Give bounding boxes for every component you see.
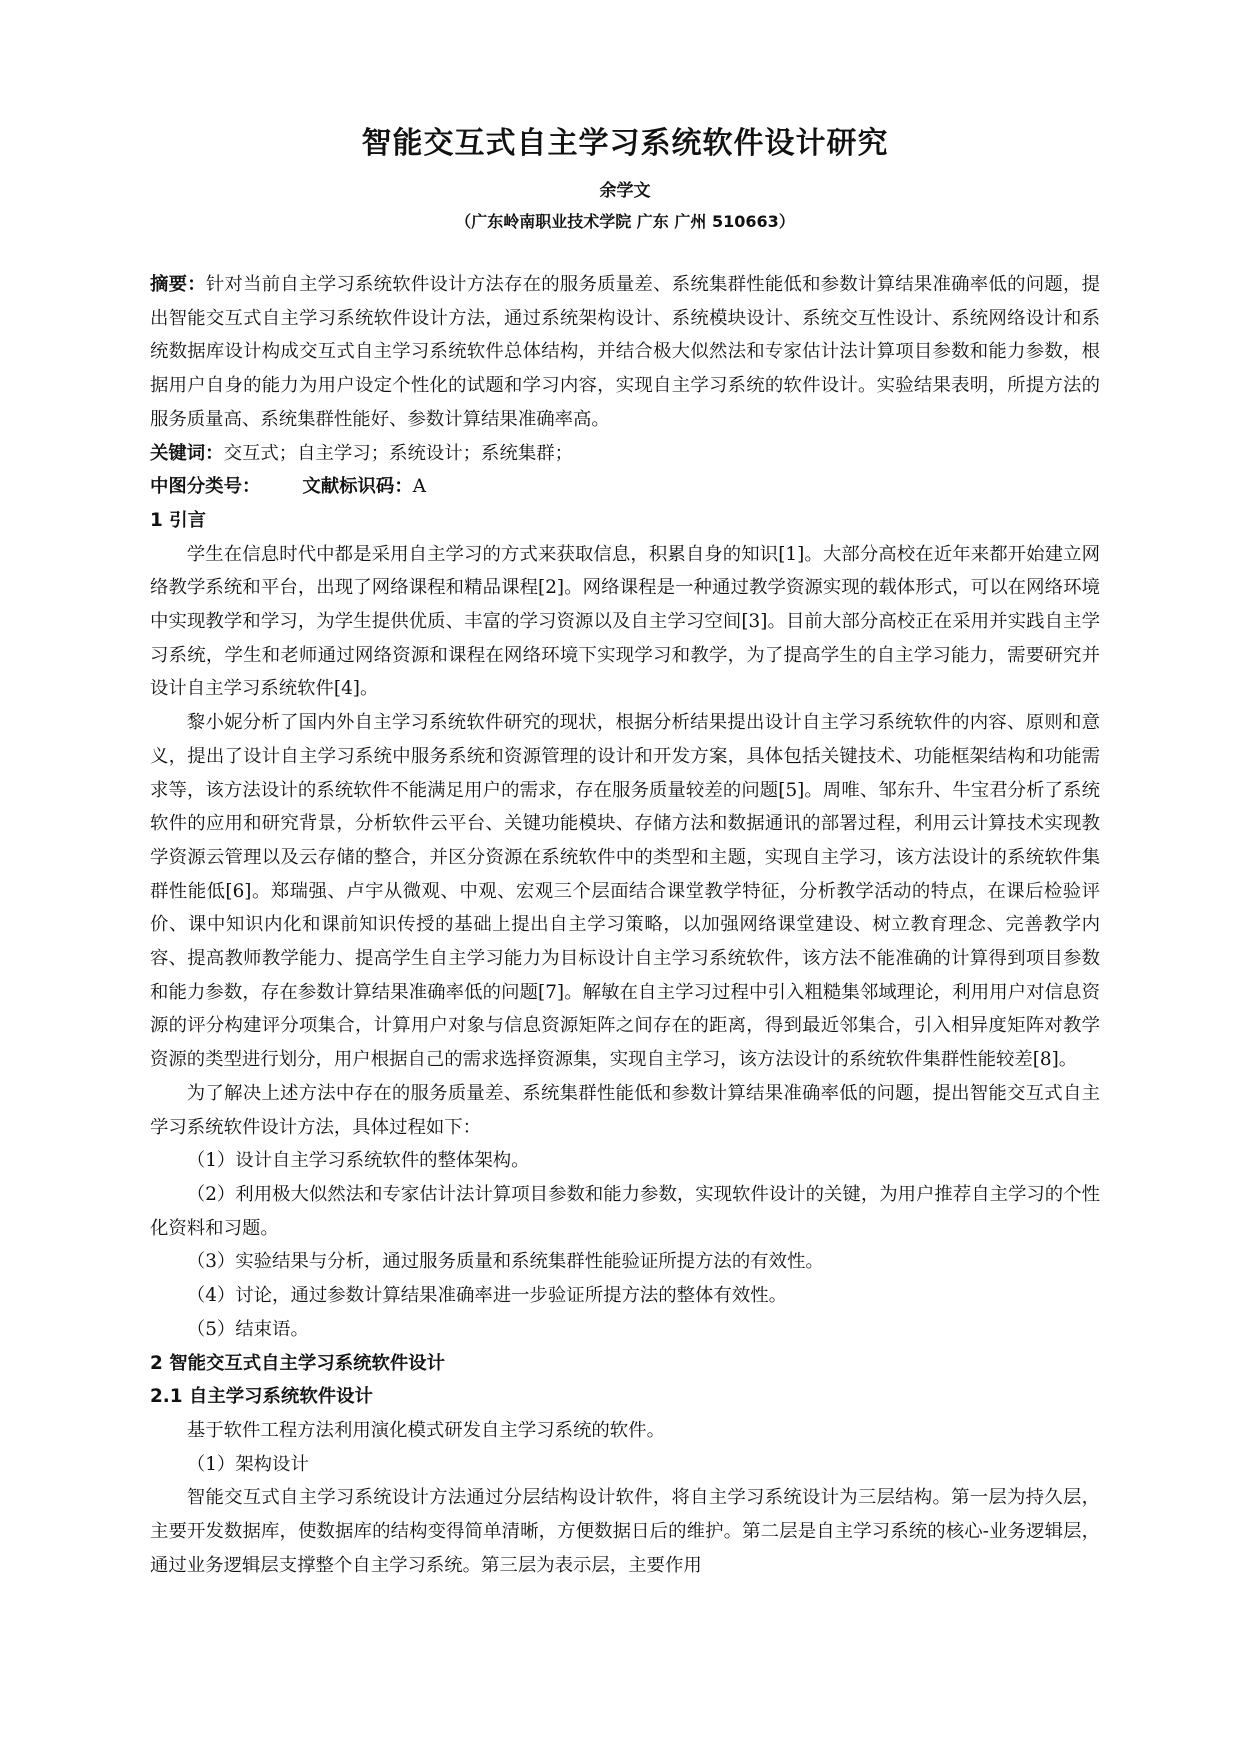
document-code-value: A [412,476,426,498]
list-item: （3）实验结果与分析，通过服务质量和系统集群性能验证所提方法的有效性。 [186,1251,824,1273]
design-item-architecture: （1）架构设计 [186,1453,309,1475]
abstract [150,268,1100,437]
keywords-text: 交互式；自主学习；系统设计；系统集群； [223,442,574,464]
paper-author: 余学文 [599,181,651,201]
paper-title: 智能交互式自主学习系统软件设计研究 [361,126,889,161]
classification-line [150,470,1100,504]
abstract-text: 针对当前自主学习系统软件设计方法存在的服务质量差、系统集群性能低和参数计算结果准确率低的问题，提出智能交互式自主学习系统软件设计方法，通过系统架构设计、系统模块设计、系统交互性设计、系统网络设计和系统数据库设计构成交互式自主学习系统软件总体结构，并结合极大似然法和专家估计法计算项目参数和能力参数，根据用户自身的能力为用户设定个性化的试题和学习内容，实现自主学习系统的软件设计。实验结果表明，所提方法的服务质量高、系统集群性能好、参数计算结果准确率高。 [150,274,1100,430]
list-item: （4）讨论，通过参数计算结果准确率进一步验证所提方法的整体有效性。 [186,1285,787,1307]
intro-paragraph-2: 黎小妮分析了国内外自主学习系统软件研究的现状，根据分析结果提出设计自主学习系统软件的内容、原则和意义，提出了设计自主学习系统中服务系统和资源管理的设计和开发方案，具体包括关键技术、功能框架结构和功能需求等，该方法设计的系统软件不能满足用户的需求，存在服务质量较差的问题[5]。周唯、邹东升、牛宝君分析了系统软件的应用和研究背景，分析软件云平台、关键功能模块、存储方法和数据通讯的部署过程，利用云计算技术实现教学资源云管理以及云存储的整合，并区分资源在系统软件中的类型和主题，实现自主学习，该方法设计的系统软件集群性能低[6]。郑瑞强、卢宇从微观、中观、宏观三个层面结合课堂教学特征，分析教学活动的特点，在课后检验评价、课中知识内化和课前知识传授的基础上提出自主学习策略，以加强网络课堂建设、树立教育理念、完善教学内容、提高教师教学能力、提高学生自主学习能力为目标设计自主学习系统软件，该方法不能准确的计算得到项目参数和能力参数，存在参数计算结果准确率低的问题[7]。解敏在自主学习过程中引入粗糙集邻域理论，利用用户对信息资源的评分构建评分项集合，计算用户对象与信息资源矩阵之间存在的距离，得到最近邻集合，引入相异度矩阵对教学资源的类型进行划分，用户根据自己的需求选择资源集，实现自主学习，该方法设计的系统软件集群性能较差[8]。 [150,712,1100,1071]
design-intro: 基于软件工程方法利用演化模式研发自主学习系统的软件。 [186,1419,665,1441]
section-heading-intro: 1 引言 [150,509,206,531]
document-code-label: 文献标识码： [302,476,413,498]
paper-affiliation: （广东岭南职业技术学院 广东 广州 510663） [455,212,795,231]
list-item: （1）设计自主学习系统软件的整体架构。 [186,1150,530,1172]
paper-page [150,118,1100,1582]
intro-paragraph-1: 学生在信息时代中都是采用自主学习的方式来获取信息，积累自身的知识[1]。大部分高校在近年来都开始建立网络教学系统和平台，出现了网络课程和精品课程[2]。网络课程是一种通过教学资源实现的载体形式，可以在网络环境中实现教学和学习，为学生提供优质、丰富的学习资源以及自主学习空间[3]。目前大部分高校正在采用并实践自主学习系统，学生和老师通过网络资源和课程在网络环境下实现学习和教学，为了提高学生的自主学习能力，需要研究并设计自主学习系统软件[4]。 [150,543,1100,700]
subsection-heading: 2.1 自主学习系统软件设计 [150,1386,373,1408]
list-item: （2）利用极大似然法和专家估计法计算项目参数和能力参数，实现软件设计的关键，为用户推荐自主学习的个性化资料和习题。 [150,1183,1100,1239]
intro-paragraph-3: 为了解决上述方法中存在的服务质量差、系统集群性能低和参数计算结果准确率低的问题，提出智能交互式自主学习系统软件设计方法，具体过程如下： [150,1082,1100,1138]
design-body: 智能交互式自主学习系统设计方法通过分层结构设计软件，将自主学习系统设计为三层结构。第一层为持久层，主要开发数据库，使数据库的结构变得简单清晰，方便数据日后的维护。第二层是自主学习系统的核心-业务逻辑层，通过业务逻辑层支撑整个自主学习系统。第三层为表示层，主要作用 [150,1487,1100,1576]
list-item: （5）结束语。 [186,1318,309,1340]
classification-label: 中图分类号： [150,476,261,498]
abstract-label: 摘要： [150,274,206,295]
keywords-label: 关键词： [150,442,224,464]
section-heading-design: 2 智能交互式自主学习系统软件设计 [150,1352,446,1374]
keywords [150,437,1100,471]
